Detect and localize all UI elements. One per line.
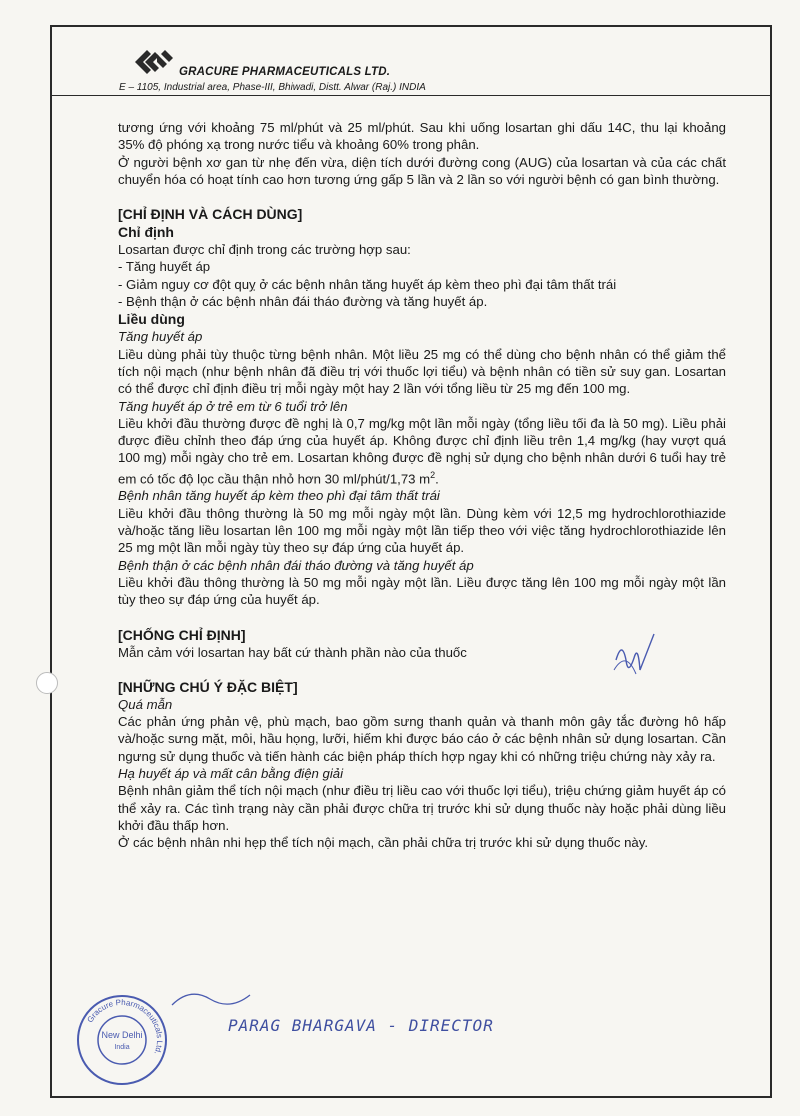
director-signature: PARAG BHARGAVA - DIRECTOR xyxy=(228,1016,494,1035)
subtitle-indications: Chỉ định xyxy=(118,224,174,241)
company-name: GRACURE PHARMACEUTICALS LTD. xyxy=(179,66,391,78)
subheading: Bệnh thận ở các bệnh nhân đái tháo đường và tăng huyết áp xyxy=(118,557,474,573)
list-item: - Bệnh thận ở các bệnh nhân đái tháo đường và tăng huyết áp. xyxy=(118,294,488,310)
paragraph: tương ứng với khoảng 75 ml/phút và 25 ml/phút. Sau khi uống losartan ghi dấu 14C, thu lại khoảng 35% độ phóng xạ trong nước tiểu và khoảng 60% trong phân. xyxy=(118,120,726,153)
paragraph: Ở các bệnh nhân nhi hẹp thể tích nội mạch, cần phải chữa trị trước khi sử dụng thuốc này. xyxy=(118,835,649,851)
company-seal-icon xyxy=(72,990,172,1090)
paragraph: Liều dùng phải tùy thuộc từng bệnh nhân. Một liều 25 mg có thể dùng cho bệnh nhân có thể giảm thể tích nội mạch (như bệnh nhân đã điều trị với thuốc lợi tiểu) và bệnh nhân có tiền sử suy gan. Losartan có thể được chỉ định điều trị mỗi ngày một hay 2 lần với tổng liều từ 25 mg đến 100 mg. xyxy=(118,346,726,397)
initials-mark xyxy=(606,630,666,690)
subheading: Tăng huyết áp ở trẻ em từ 6 tuổi trở lên xyxy=(118,398,348,414)
paragraph: Các phản ứng phản vệ, phù mạch, bao gồm sưng thanh quản và thanh môn gây tắc đường hô hấp và/hoặc sưng mặt, môi, hầu họng, lưỡi, hiếm khi được báo cáo ở các bệnh nhân sử dụng losartan. Cần ngưng sử dụng thuốc và tiến hành các biện pháp thích hợp ngay khi có những triệu chứng này xảy ra. xyxy=(118,714,726,764)
subtitle-dosage: Liều dùng xyxy=(118,311,185,328)
paragraph: Liều khởi đầu thông thường là 50 mg mỗi ngày một lần. Liều được tăng lên 100 mg mỗi ngày một lần tùy theo sự đáp ứng của huyết áp. xyxy=(118,574,726,608)
stamp-country: India xyxy=(114,1044,130,1051)
paragraph-text: Liều khởi đầu thường được đề nghị là 0,7 mg/kg một lần mỗi ngày (tổng liều tối đa là 50 mg). Liều phải được điều chỉnh theo đáp ứng của huyết áp. Không được chỉ định liều trên 1,4 mg/kg (hay vượt quá 100 mg) mỗi ngày cho trẻ em. Losartan không được đề nghị sử dụng cho bệnh nhân dưới 6 tuổi hay trẻ em có tốc độ lọc cầu thận nhỏ hơn 30 ml/phút/1,73 m xyxy=(118,415,726,487)
subheading: Tăng huyết áp xyxy=(118,329,203,345)
section-title-warnings: [NHỮNG CHÚ Ý ĐẶC BIỆT] xyxy=(118,678,298,695)
subheading: Quá mẫn xyxy=(118,696,173,712)
section-title-indications: [CHỈ ĐỊNH VÀ CÁCH DÙNG] xyxy=(118,206,303,223)
stamp-ring-path: Gracure Pharmaceuticals Ltd. xyxy=(85,997,165,1056)
subheading: Hạ huyết áp và mất cân bằng điện giải xyxy=(118,766,344,781)
list-item: - Giảm nguy cơ đột quỵ ở các bệnh nhân tăng huyết áp kèm theo phì đại tâm thất trái xyxy=(118,276,617,292)
section-title-contraindications: [CHỐNG CHỈ ĐỊNH] xyxy=(118,626,246,643)
signature-stroke xyxy=(170,985,270,1015)
header-divider xyxy=(50,95,772,96)
paragraph: Liều khởi đầu thông thường là 50 mg mỗi ngày một lần. Dùng kèm với 12,5 mg hydrochlorothiazide và/hoặc tăng liều losartan lên 100 mg mỗi ngày một lần tiếp theo với việc tăng hydrochlorothiazide lên 25 mg một lần mỗi ngày tùy theo sự đáp ứng của huyết áp. xyxy=(118,505,726,556)
paragraph-end: . xyxy=(435,471,439,487)
company-logo-icon xyxy=(121,44,177,80)
paragraph: Bệnh nhân giảm thể tích nội mạch (như điều trị liều cao với thuốc lợi tiểu), triệu chứng giảm huyết áp có thể xảy ra. Các tình trạng này cần phải được chữa trị trước khi sử dụng thuốc này hoặc phải dùng liều khởi đầu thấp hơn. xyxy=(118,783,726,833)
superscript: 2 xyxy=(430,469,436,480)
company-address: E – 1105, Industrial area, Phase-III, Bhiwadi, Distt. Alwar (Raj.) INDIA xyxy=(119,82,426,93)
paragraph: Ở người bệnh xơ gan từ nhẹ đến vừa, diện tích dưới đường cong (AUG) của losartan và của các chất chuyển hóa có hoạt tính cao hơn tương ứng gấp 5 lần và 2 lần so với người bệnh có gan bình thường. xyxy=(118,154,726,187)
list-item: - Tăng huyết áp xyxy=(118,259,211,275)
paragraph: Losartan được chỉ định trong các trường hợp sau: xyxy=(118,242,411,258)
subheading: Bệnh nhân tăng huyết áp kèm theo phì đại tâm thất trái xyxy=(118,488,440,504)
paragraph xyxy=(118,415,726,488)
stamp-city: New Delhi xyxy=(101,1030,143,1040)
letterhead xyxy=(57,44,757,93)
paragraph: Mẫn cảm với losartan hay bất cứ thành phần nào của thuốc xyxy=(118,644,467,660)
document-body xyxy=(118,119,726,851)
